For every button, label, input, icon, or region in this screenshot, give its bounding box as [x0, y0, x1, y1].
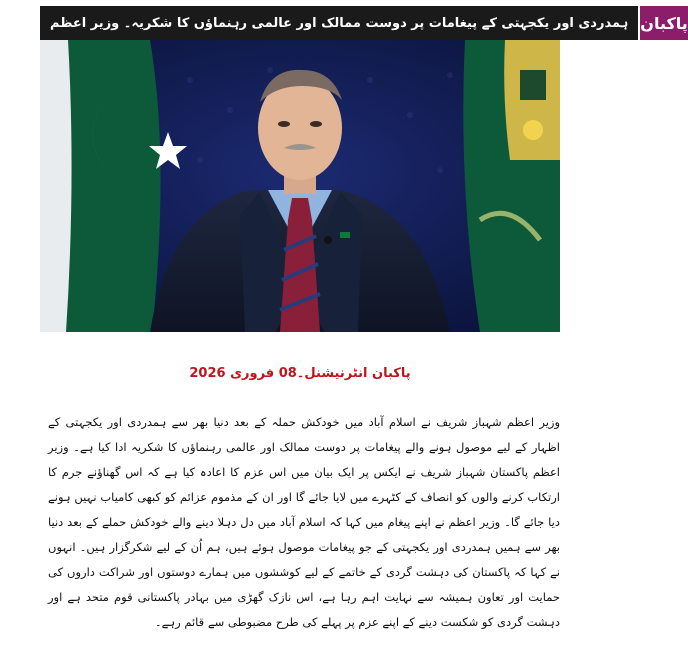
news-photo: [40, 40, 560, 332]
dateline: پاکبان انٹرنیشنل۔08 فروری 2026: [189, 366, 411, 381]
headline: ہمدردی اور یکجہتی کے پیغامات پر دوست ممالک اور عالمی رہنماؤں کا شکریہ۔ وزیر اعظم: [40, 6, 638, 40]
article-body: وزیر اعظم شہباز شریف نے اسلام آباد میں خودکش حملہ کے بعد دنیا بھر سے ہمدردی اور یکجہتی کے اظہار کے لیے موصول ہونے والے پیغامات پر دوست ممالک اور عالمی رہنماؤں کا شکریہ ادا کیا ہے۔ وزیر اعظم پاکستان شہباز شریف نے ایکس پر ایک بیان میں اس عزم کا اعادہ کیا ہے کہ اس گھناؤنے جرم کا ارتکاب کرنے والوں کو انصاف کے کٹہرے میں لایا جائے گا اور ان کے مذموم عزائم کو کبھی کامیاب نہیں ہونے دیا جائے گا۔ وزیر اعظم نے اپنے پیغام میں کہا کہ اسلام آباد میں دل دہلا دینے والے خودکش حملے کے بعد دنیا بھر سے ہمیں ہمدردی اور یکجہتی کے جو پیغامات موصول ہوئے ہیں، ہم اُن کے لیے شکرگزار ہیں۔ انہوں نے کہا کہ پاکستان کی دہشت گردی کے خاتمے کے لیے کوششوں میں ہمارے دوستوں اور شراکت داروں کی حمایت اور تعاون ہمیشہ سے نہایت اہم رہا ہے، اس نازک گھڑی میں بہادر پاکستانی قوم متحد ہے اور دہشت گردی کو شکست دینے کے اپنے عزم پر پہلے کی طرح مضبوطی سے قائم رہے۔: [48, 415, 560, 629]
header-bar: [40, 6, 688, 40]
pakistan-emblem-flag-icon: [463, 40, 560, 332]
brand-logo: پاکبان: [638, 6, 688, 40]
